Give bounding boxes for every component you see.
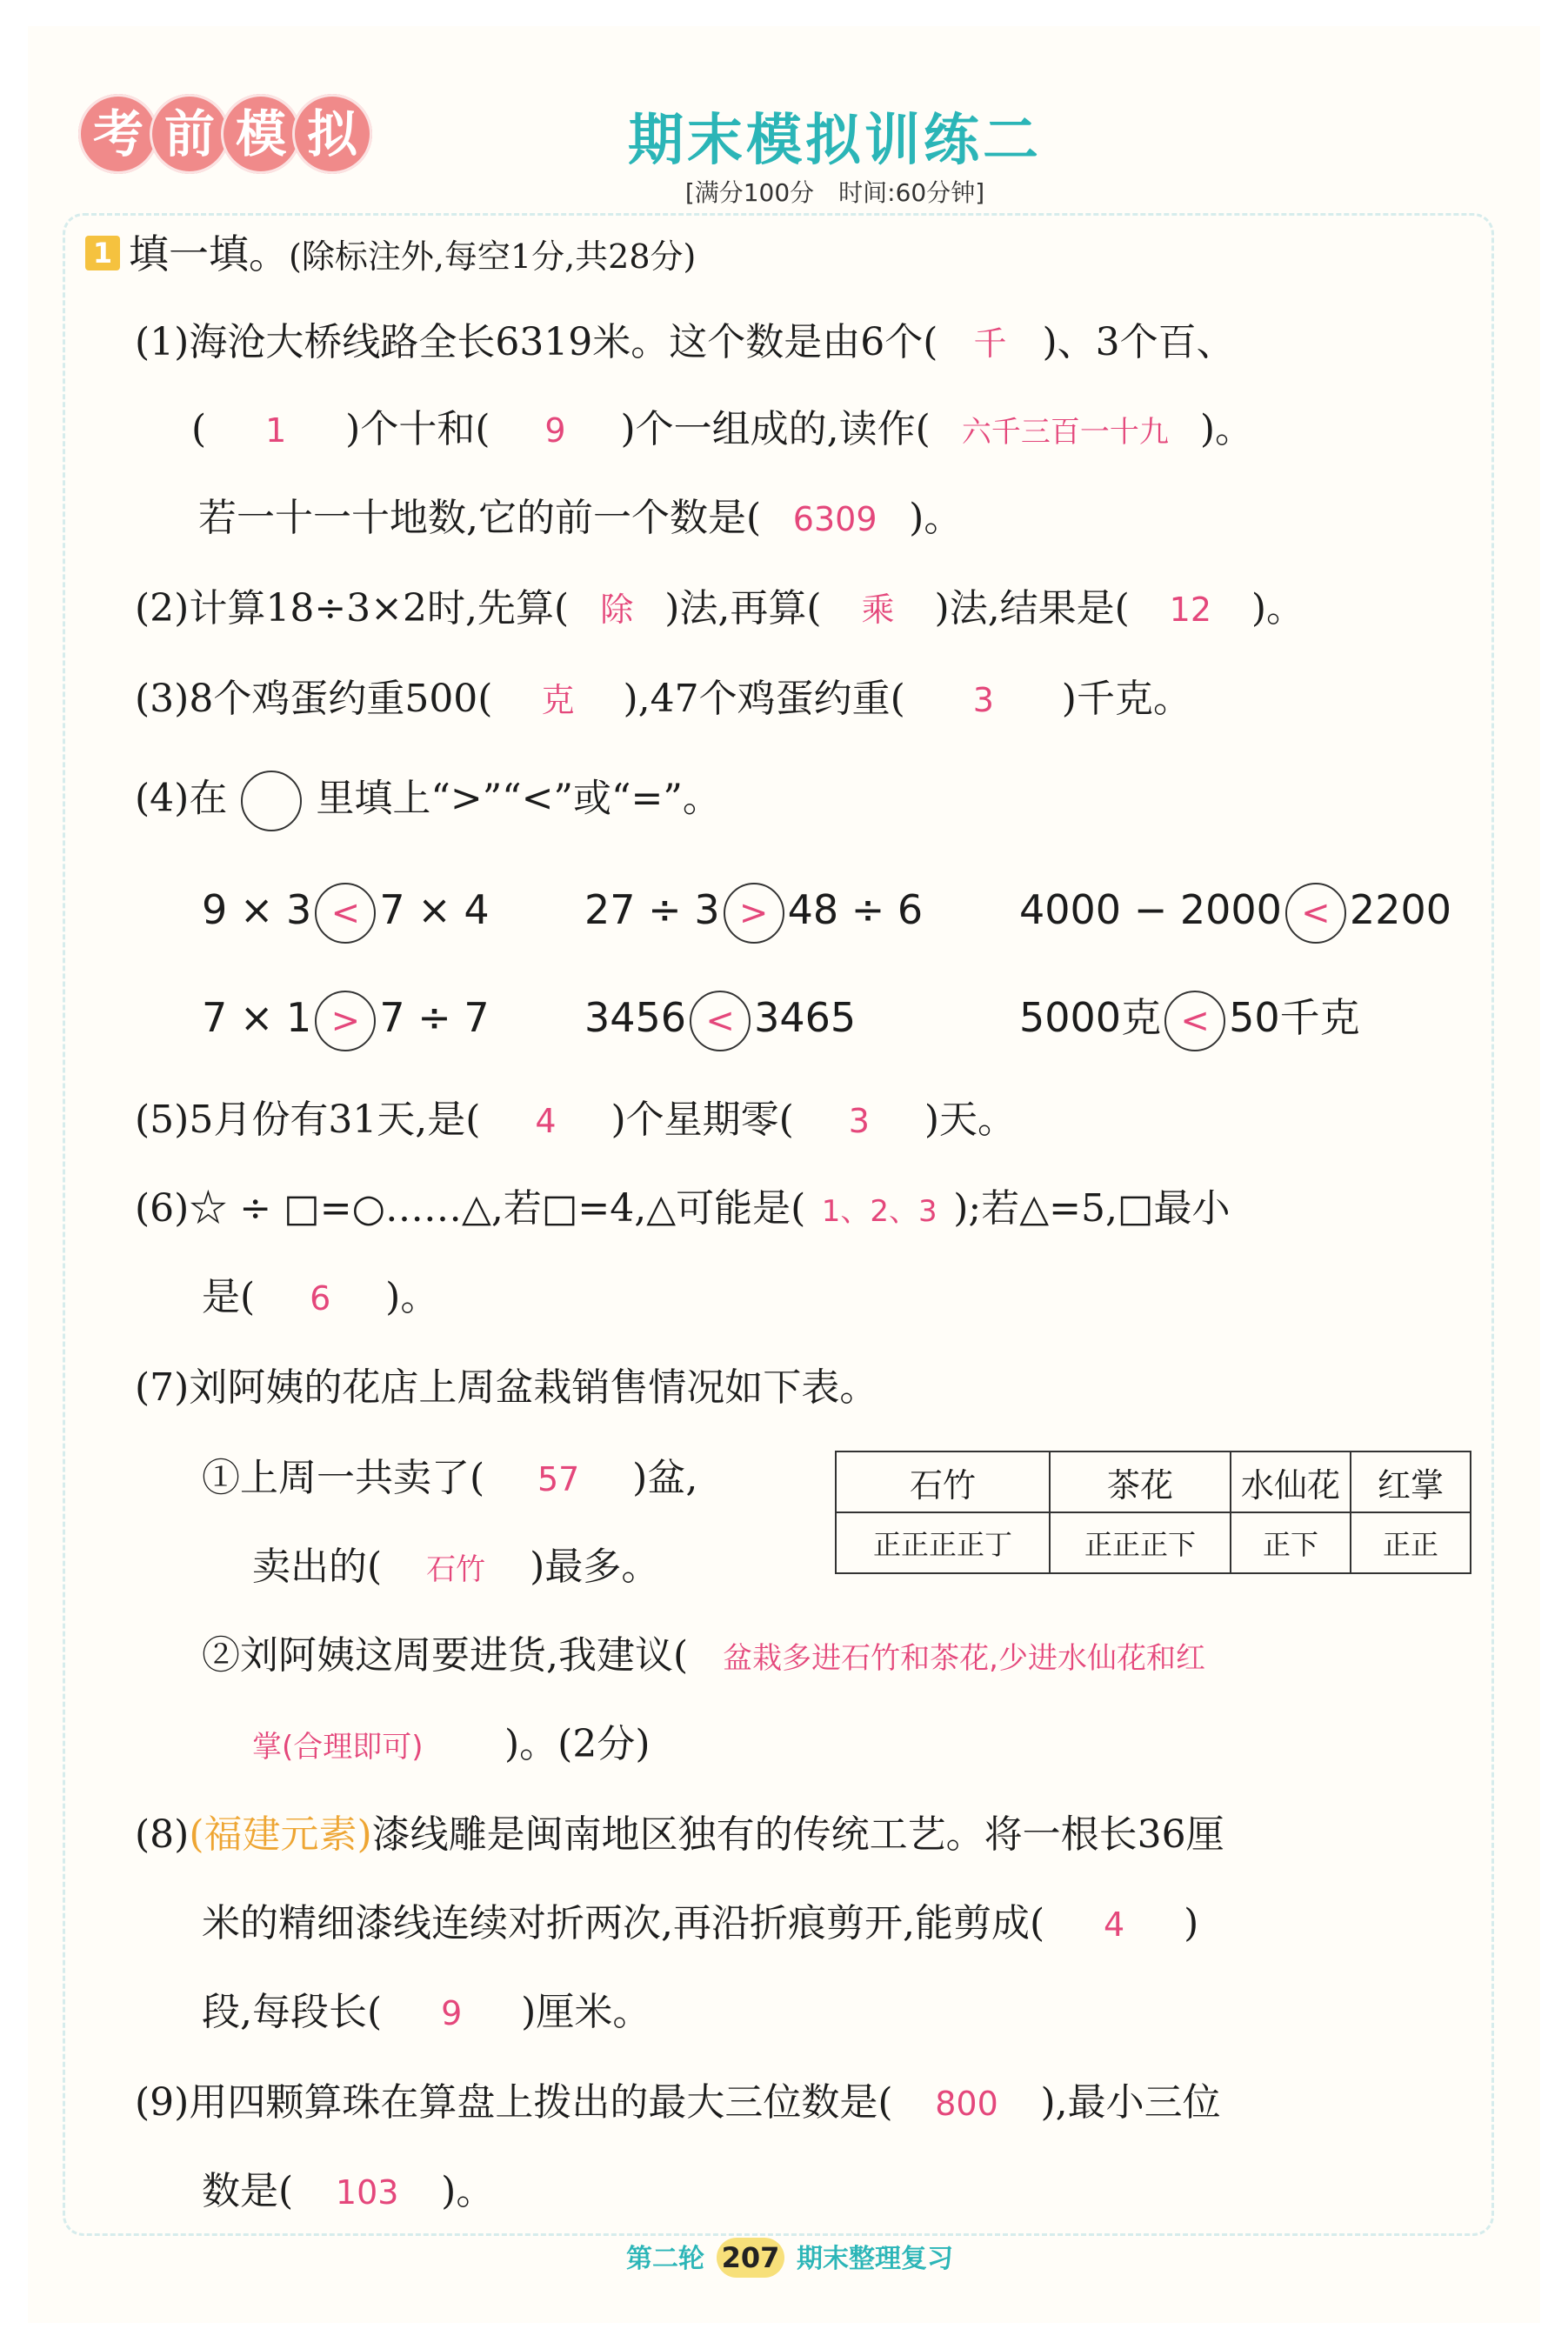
compare-left: 5000克 xyxy=(1019,994,1162,1041)
answer: 800 xyxy=(935,2085,998,2123)
footer-section: 期末整理复习 xyxy=(797,2244,953,2274)
answer: 6309 xyxy=(792,500,877,538)
answer: 克 xyxy=(541,681,575,719)
question-text: )个一组成的,读作( xyxy=(620,407,931,451)
answer: 9 xyxy=(441,1994,463,2032)
question-text: )法,结果是( xyxy=(934,586,1130,631)
question-1-line-2 xyxy=(191,404,1253,458)
answer: 盆栽多进石竹和茶花,少进水仙花和红 xyxy=(723,1641,1205,1676)
question-text: )个十和( xyxy=(345,407,490,451)
answer: 57 xyxy=(537,1460,580,1498)
region-tag: (福建元素) xyxy=(189,1812,372,1857)
question-7-sub-2-line-2 xyxy=(252,1718,651,1773)
question-text: )厘米。 xyxy=(521,1990,651,2034)
table-cell: 正正 xyxy=(1351,1512,1471,1573)
page-footer xyxy=(626,2237,953,2278)
question-text: 是( xyxy=(202,1275,256,1319)
compare-answer: > xyxy=(315,991,376,1051)
question-text: )最多。 xyxy=(530,1545,660,1589)
section-note: (除标注外,每空1分,共28分) xyxy=(289,237,697,276)
question-text: )。 xyxy=(909,496,963,540)
question-text: (5)5月份有31天,是( xyxy=(135,1098,481,1142)
badge-char: 考 xyxy=(78,94,158,174)
answer: 乘 xyxy=(861,591,895,629)
compare-left: 4000 − 2000 xyxy=(1019,886,1282,933)
answer: 石竹 xyxy=(426,1552,486,1587)
question-2 xyxy=(135,583,1304,636)
answer: 6 xyxy=(310,1279,331,1318)
question-6-line-2 xyxy=(202,1271,438,1325)
question-8-line-3 xyxy=(202,1986,651,2039)
question-text: )。 xyxy=(441,2169,495,2213)
compare-right: 50千克 xyxy=(1229,994,1360,1041)
answer: 9 xyxy=(544,411,566,450)
question-text: 里填上“>”“<”或“=”。 xyxy=(316,776,721,821)
question-1-line-1 xyxy=(135,317,1235,370)
table-header: 水仙花 xyxy=(1231,1451,1351,1512)
footer-round: 第二轮 xyxy=(626,2244,704,2274)
answer: 3 xyxy=(848,1102,870,1140)
table-cell: 正正正正丁 xyxy=(836,1512,1050,1573)
question-text: )。(2分) xyxy=(504,1722,651,1766)
compare-left: 3456 xyxy=(584,994,687,1041)
compare-answer: < xyxy=(690,991,751,1051)
compare-right: 3465 xyxy=(754,994,857,1041)
question-text: (1)海沧大桥线路全长6319米。这个数是由6个( xyxy=(135,320,938,364)
question-text: 米的精细漆线连续对折两次,再沿折痕剪开,能剪成( xyxy=(202,1901,1045,1945)
question-text: (3)8个鸡蛋约重500( xyxy=(135,677,493,721)
compare-item xyxy=(1019,877,1451,944)
table-header: 红掌 xyxy=(1351,1451,1471,1512)
badge-char: 模 xyxy=(221,94,301,174)
question-1-line-3 xyxy=(198,492,962,545)
question-5 xyxy=(135,1094,1016,1147)
question-7-intro: (7)刘阿姨的花店上周盆栽销售情况如下表。 xyxy=(135,1365,878,1410)
compare-answer: < xyxy=(1285,883,1346,944)
compare-item xyxy=(584,984,856,1051)
question-text: )个星期零( xyxy=(611,1098,794,1142)
question-9-line-1 xyxy=(135,2077,1221,2130)
table-header: 茶花 xyxy=(1050,1451,1231,1512)
answer: 除 xyxy=(600,591,634,629)
question-8-line-1 xyxy=(135,1809,1224,1861)
answer: 1 xyxy=(265,411,287,450)
question-7-sub-1-line-1 xyxy=(202,1452,697,1505)
compare-item xyxy=(584,877,923,944)
question-7-sub-1-line-2 xyxy=(252,1541,659,1596)
question-text: 漆线雕是闽南地区独有的传统工艺。将一根长36厘 xyxy=(371,1812,1224,1857)
compare-answer: < xyxy=(315,883,376,944)
question-text: )法,再算( xyxy=(664,586,822,631)
compare-item xyxy=(202,877,490,944)
question-text: );若△=5,□最小 xyxy=(953,1186,1231,1231)
question-text: )。 xyxy=(1251,586,1305,631)
answer: 千 xyxy=(973,324,1007,363)
section-title: 填一填。 xyxy=(129,230,289,277)
compare-item xyxy=(1019,984,1360,1051)
compare-right: 48 ÷ 6 xyxy=(787,886,924,933)
answer: 掌(合理即可) xyxy=(252,1730,424,1765)
table-row xyxy=(836,1512,1471,1573)
question-text: ),47个鸡蛋约重( xyxy=(623,677,905,721)
table-row xyxy=(836,1451,1471,1512)
question-text: (9)用四颗算珠在算盘上拨出的最大三位数是( xyxy=(135,2080,893,2125)
compare-item xyxy=(202,984,490,1051)
compare-left: 27 ÷ 3 xyxy=(584,886,720,933)
question-text: (8) xyxy=(135,1812,190,1857)
question-text: ( xyxy=(191,407,207,451)
question-text: )天。 xyxy=(924,1098,1016,1142)
compare-left: 7 × 1 xyxy=(202,994,312,1041)
question-6-line-1 xyxy=(135,1183,1231,1238)
page-number: 207 xyxy=(717,2238,784,2278)
answer: 3 xyxy=(972,681,994,719)
question-text: (6)☆ ÷ □=○……△,若□=4,△可能是( xyxy=(135,1186,806,1231)
exam-badge xyxy=(78,94,364,181)
question-text: 段,每段长( xyxy=(202,1990,383,2034)
question-text: ) xyxy=(1184,1901,1199,1945)
table-cell: 正正正下 xyxy=(1050,1512,1231,1573)
question-9-line-2 xyxy=(202,2165,494,2219)
compare-right: 7 × 4 xyxy=(379,886,490,933)
compare-answer: > xyxy=(724,883,784,944)
question-7-sub-2-line-1 xyxy=(202,1630,1205,1685)
question-text: )、3个百、 xyxy=(1042,320,1235,364)
sales-table xyxy=(835,1451,1471,1574)
question-3 xyxy=(135,673,1191,726)
badge-char: 拟 xyxy=(292,94,372,174)
compare-left: 9 × 3 xyxy=(202,886,312,933)
question-text: (2)计算18÷3×2时,先算( xyxy=(135,586,570,631)
question-text: )。 xyxy=(385,1275,439,1319)
compare-right: 2200 xyxy=(1349,886,1451,933)
question-text: ),最小三位 xyxy=(1040,2080,1221,2125)
answer: 4 xyxy=(1104,1905,1125,1944)
compare-right: 7 ÷ 7 xyxy=(379,994,490,1041)
question-text: ②刘阿姨这周要进货,我建议( xyxy=(202,1633,689,1678)
question-text: )千克。 xyxy=(1061,677,1191,721)
answer: 12 xyxy=(1169,591,1212,629)
question-8-line-2 xyxy=(202,1898,1198,1951)
page-title: 期末模拟训练二 xyxy=(628,109,1042,173)
table-header: 石竹 xyxy=(836,1451,1050,1512)
section-heading xyxy=(85,228,696,283)
section-number: 1 xyxy=(85,236,120,270)
score-time-info: [满分100分 时间:60分钟] xyxy=(684,178,985,207)
question-text: ①上周一共卖了( xyxy=(202,1456,485,1500)
question-text: (4)在 xyxy=(135,776,228,821)
badge-char: 前 xyxy=(150,94,230,174)
compare-circle-icon xyxy=(241,771,302,831)
table-cell: 正下 xyxy=(1231,1512,1351,1573)
question-text: 数是( xyxy=(202,2169,294,2213)
answer: 1、2、3 xyxy=(821,1194,937,1229)
compare-answer: < xyxy=(1164,991,1225,1051)
answer: 103 xyxy=(335,2173,399,2212)
question-text: 若一十一十地数,它的前一个数是( xyxy=(198,496,762,540)
question-4 xyxy=(135,771,721,831)
question-text: )。 xyxy=(1199,407,1254,451)
answer: 六千三百一十九 xyxy=(961,415,1169,450)
question-text: 卖出的( xyxy=(252,1545,383,1589)
answer: 4 xyxy=(535,1102,557,1140)
question-text: )盆, xyxy=(632,1456,698,1500)
